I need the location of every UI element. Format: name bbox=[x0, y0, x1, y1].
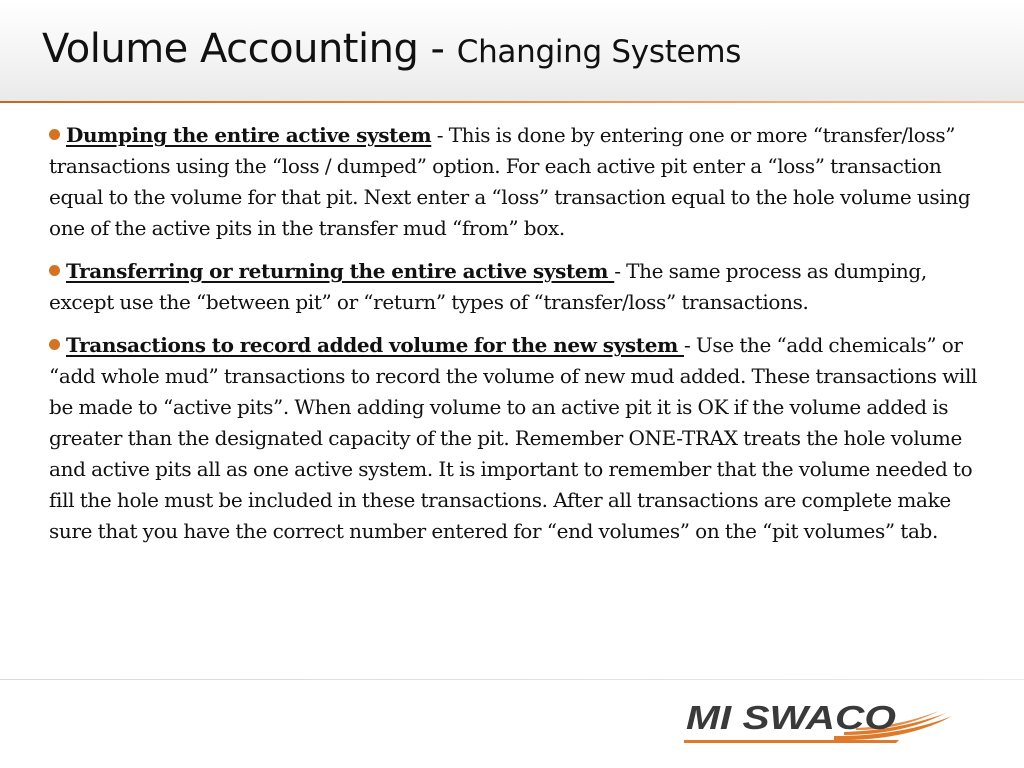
paragraph-added-volume bbox=[49, 330, 994, 547]
bullet-icon bbox=[49, 265, 60, 276]
slide-title-subtitle: Changing Systems bbox=[456, 34, 742, 70]
logo-wordmark: MI SWACO bbox=[686, 699, 897, 736]
paragraph-dumping bbox=[49, 120, 994, 244]
paragraph-body: - Use the “add chemicals” or “add whole mud” transactions to record the volume of new mud added. These transactions will be made to “active pits”. When adding volume to an active pit it is OK if the volume added is greater than the designated capacity of the pit. Remember ONE-TRAX treats the hole volume and active pits all as one active system. It is important to remember that the volume needed to fill the hole must be included in these transactions. After all transactions are complete make sure that you have the correct number entered for “end volumes” on the “pit volumes” tab. bbox=[49, 333, 978, 543]
paragraph-transferring bbox=[49, 256, 994, 318]
mi-swaco-logo bbox=[684, 696, 954, 746]
footer-divider bbox=[0, 679, 1024, 680]
slide-title bbox=[42, 26, 741, 72]
paragraph-heading: Transactions to record added volume for the new system bbox=[66, 333, 684, 357]
bullet-icon bbox=[49, 339, 60, 350]
paragraph-body: - The same process as dumping, except use the “between pit” or “return” types of “transfer/loss” transactions. bbox=[49, 259, 927, 314]
paragraph-heading: Dumping the entire active system bbox=[66, 123, 432, 147]
slide-content bbox=[49, 120, 994, 559]
slide-title-main: Volume Accounting - bbox=[42, 26, 457, 72]
bullet-icon bbox=[49, 129, 60, 140]
title-divider bbox=[0, 101, 1024, 103]
paragraph-body: - This is done by entering one or more “transfer/loss” transactions using the “loss / dumped” option. For each active pit enter a “loss” transaction equal to the volume for that pit. Next enter a “loss” transaction equal to the hole volume using one of the active pits in the transfer mud “from” box. bbox=[49, 123, 971, 240]
paragraph-heading: Transferring or returning the entire active system bbox=[66, 259, 615, 283]
